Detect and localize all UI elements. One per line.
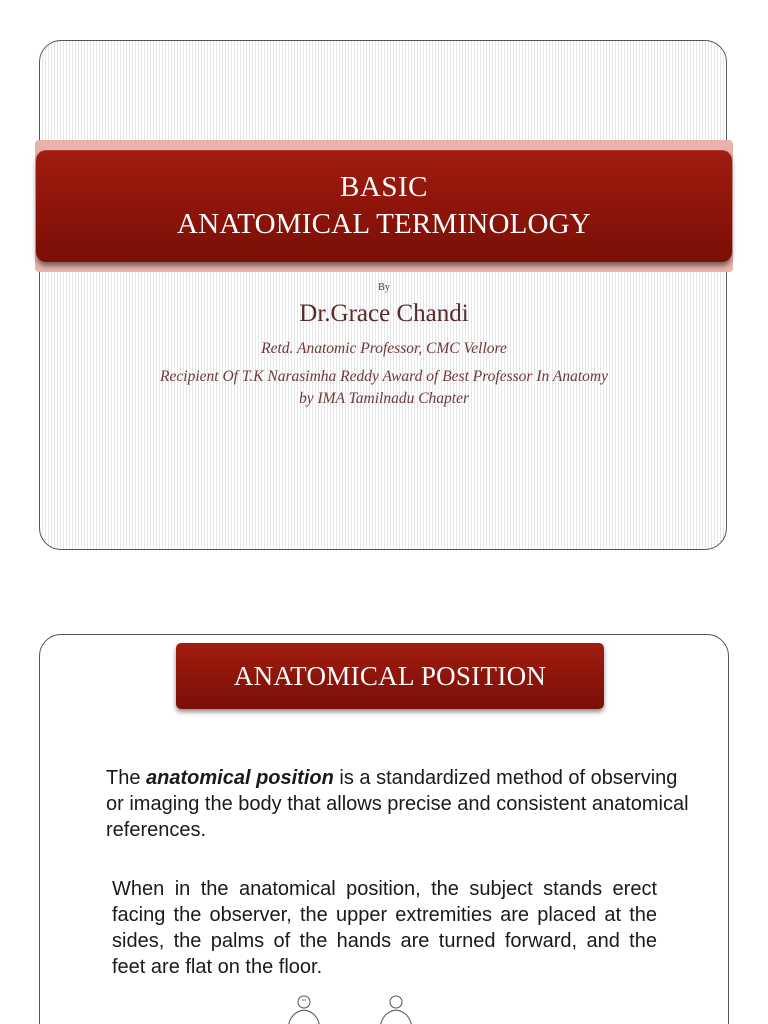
definition-paragraph [106,765,696,843]
section-heading: ANATOMICAL POSITION [176,643,604,709]
title-line-2: ANATOMICAL TERMINOLOGY [177,208,591,240]
credential-line-2: Recipient Of T.K Narasimha Reddy Award of Best Professor In Anatomy [160,368,608,385]
para1-prefix: The [106,767,147,789]
title-band [36,150,732,262]
credential-line-1: Retd. Anatomic Professor, CMC Vellore [261,340,507,357]
credential-line-3: by IMA Tamilnadu Chapter [298,390,470,407]
author-name: Dr.Grace Chandi [299,300,469,327]
para1-emphasis: anatomical position [146,767,334,789]
para1-suffix: is a standardized method of observing or imaging the body that allows precise and consistent anatomical references. [106,767,689,841]
human-figure-back-icon [372,992,420,1024]
human-figure-front-icon [280,992,328,1024]
title-line-1: BASIC [340,171,428,203]
by-label: By [378,282,390,293]
title-slide [39,40,727,550]
description-paragraph: When in the anatomical position, the subject stands erect facing the observer, the upper extremities are placed at the sides, the palms of the hands are turned forward, and the feet are flat on the floor. [112,878,657,978]
